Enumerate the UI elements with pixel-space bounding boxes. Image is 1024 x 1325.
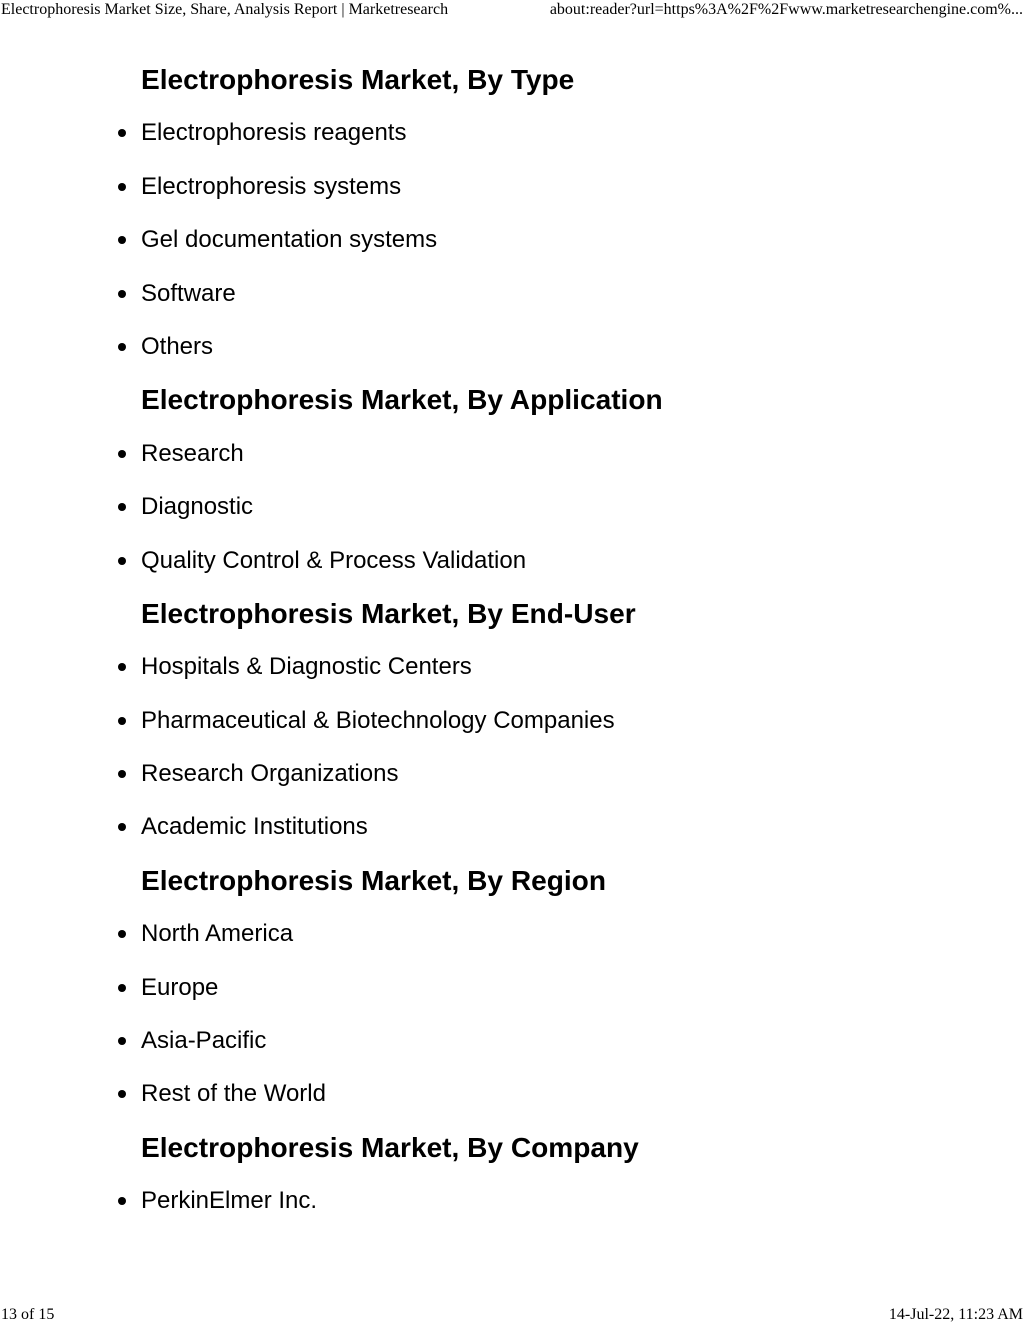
bullet-icon [118,930,126,938]
list-item: Pharmaceutical & Biotechnology Companies [141,703,1001,756]
list-item: Research Organizations [141,756,1001,809]
list-item: PerkinElmer Inc. [141,1183,1001,1236]
bullet-icon [118,183,126,191]
bullet-icon [118,984,126,992]
list-item: Research [141,436,1001,489]
list-item: North America [141,916,1001,969]
list-item: Quality Control & Process Validation [141,543,1001,596]
list-item: Gel documentation systems [141,222,1001,275]
section-heading-region: Electrophoresis Market, By Region [141,864,606,896]
section-heading-end-user: Electrophoresis Market, By End-User [141,597,636,629]
list-item: Europe [141,970,1001,1023]
page-number: 13 of 15 [1,1306,55,1323]
list-item: Others [141,329,1001,382]
list-item: Electrophoresis systems [141,169,1001,222]
bullet-icon [118,129,126,137]
bullet-icon [118,1197,126,1205]
bullet-icon [118,450,126,458]
page-title: Electrophoresis Market Size, Share, Analysis Report | Marketresearch [1,1,449,18]
bullet-icon [118,823,126,831]
section-heading-application: Electrophoresis Market, By Application [141,384,663,416]
list-item: Software [141,276,1001,329]
section-heading-type: Electrophoresis Market, By Type [141,64,575,95]
bullet-icon [118,770,126,778]
list-item: Academic Institutions [141,809,1001,862]
list-item: Rest of the World [141,1076,1001,1129]
company-list [141,1183,1001,1236]
bullet-icon [118,1037,126,1045]
list-item: Hospitals & Diagnostic Centers [141,649,1001,702]
bullet-icon [118,557,126,565]
bullet-icon [118,343,126,351]
type-list [141,115,1001,382]
print-footer [0,1305,1024,1325]
article-content [141,62,1001,1237]
bullet-icon [118,717,126,725]
region-list [141,916,1001,1130]
list-item: Asia-Pacific [141,1023,1001,1076]
bullet-icon [118,236,126,244]
bullet-icon [118,1090,126,1098]
bullet-icon [118,663,126,671]
page-url: about:reader?url=https%3A%2F%2Fwww.marketresearchengine.com%... [549,1,1023,18]
print-header [0,0,1024,22]
print-datetime: 14-Jul-22, 11:23 AM [888,1306,1023,1323]
bullet-icon [118,290,126,298]
list-item: Diagnostic [141,489,1001,542]
bullet-icon [118,503,126,511]
application-list [141,436,1001,596]
section-heading-company: Electrophoresis Market, By Company [141,1131,639,1163]
end-user-list [141,649,1001,863]
list-item: Electrophoresis reagents [141,115,1001,168]
